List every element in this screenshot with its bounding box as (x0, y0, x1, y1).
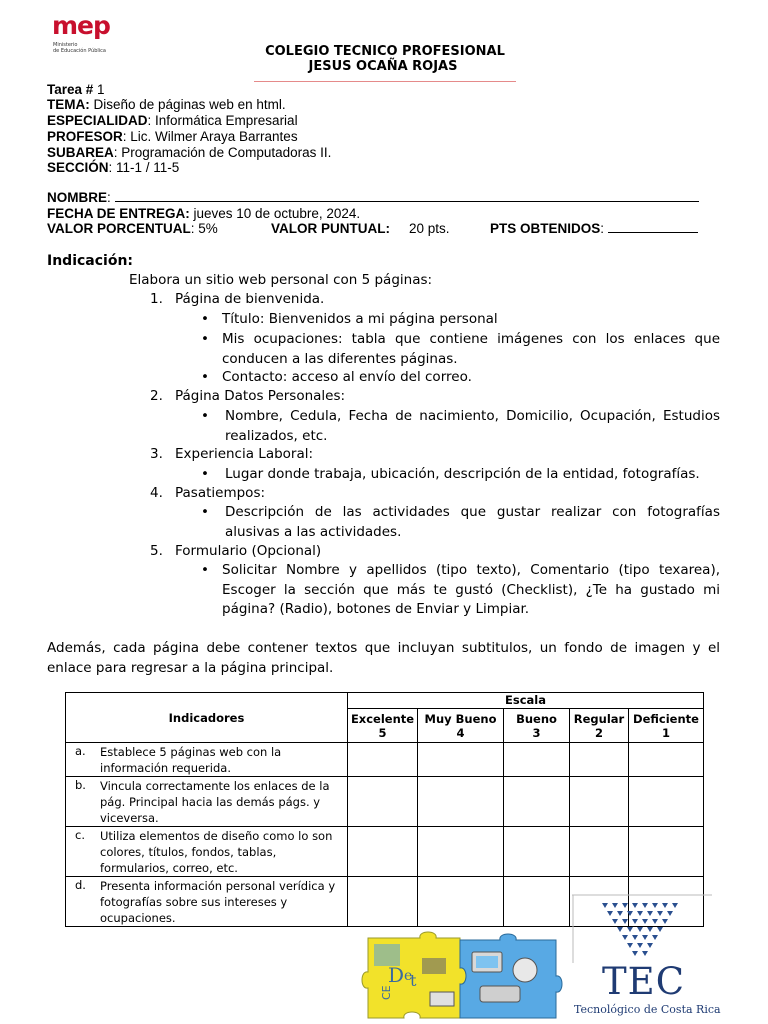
indicator-cell: c. Utiliza elementos de diseño como lo son colores, títulos, fondos, tablas, formularios, correo, etc. (66, 827, 348, 877)
indicator-cell: d. Presenta información personal verídica y fotografías sobre sus intereses y ocupaciones. (66, 877, 348, 927)
score-cell[interactable] (418, 777, 504, 827)
seccion-line: SECCIÓN: 11-1 / 11-5 (47, 160, 180, 175)
subarea-line: SUBAREA: Programación de Computadoras II. (47, 145, 332, 160)
valor-porcentual: VALOR PORCENTUAL: 5% (47, 221, 218, 236)
score-cell[interactable] (570, 777, 629, 827)
score-cell[interactable] (629, 743, 704, 777)
item-number: 1. (150, 291, 163, 307)
score-cell[interactable] (504, 777, 570, 827)
tec-logo (572, 893, 721, 1024)
escala-header: Escala (348, 693, 704, 709)
score-cell[interactable] (348, 777, 418, 827)
bullet-text: Contacto: acceso al envío del correo. (222, 369, 472, 385)
bullet-icon: • (201, 562, 209, 578)
score-cell[interactable] (570, 827, 629, 877)
item-text: Pasatiempos: (175, 485, 266, 501)
bullet-text: Nombre, Cedula, Fecha de nacimiento, Domicilio, Ocupación, Estudios realizados, etc. (225, 408, 720, 444)
score-cell[interactable] (348, 743, 418, 777)
score-cell[interactable] (504, 743, 570, 777)
bullet-icon: • (201, 408, 209, 424)
svg-text:D: D (388, 963, 405, 987)
bullet-text: Título: Bienvenidos a mi página personal (222, 311, 498, 327)
bullet-text: Descripción de las actividades que gustar realizar con fotografías alusivas a las actividades. (225, 504, 720, 540)
header-divider (254, 81, 516, 82)
indicadores-header: Indicadores (66, 693, 348, 743)
scale-header-excelente: Excelente 5 (348, 709, 418, 743)
tec-logo-mark (572, 893, 712, 963)
scale-header-regular: Regular 2 (570, 709, 629, 743)
bullet-icon: • (201, 466, 209, 482)
bullet-text: Mis ocupaciones: tabla que contiene imágenes con los enlaces que conducen a las diferentes páginas. (222, 331, 720, 367)
tarea-line: Tarea # 1 (47, 82, 105, 97)
score-cell[interactable] (504, 827, 570, 877)
fecha-line: FECHA DE ENTREGA: jueves 10 de octubre, 2024. (47, 206, 361, 221)
svg-text:e: e (404, 968, 413, 984)
scale-header-bueno: Bueno 3 (504, 709, 570, 743)
svg-text:CE: CE (380, 985, 393, 1000)
profesor-line: PROFESOR: Lic. Wilmer Araya Barrantes (47, 129, 298, 144)
nombre-blank[interactable] (115, 190, 699, 202)
item-number: 3. (150, 446, 163, 462)
score-cell[interactable] (504, 877, 570, 927)
bullet-icon: • (201, 311, 209, 327)
item-text: Experiencia Laboral: (175, 446, 314, 462)
score-cell[interactable] (348, 877, 418, 927)
table-row (66, 827, 704, 877)
bullet-icon: • (201, 369, 209, 385)
bullet-text: Lugar donde trabaja, ubicación, descripción de la entidad, fotografías. (225, 466, 700, 482)
valor-puntual-value: 20 pts. (409, 221, 450, 236)
tema-line: TEMA: Diseño de páginas web en html. (47, 97, 286, 112)
bullet-icon: • (201, 331, 209, 347)
score-cell[interactable] (629, 827, 704, 877)
especialidad-line: ESPECIALIDAD: Informática Empresarial (47, 113, 298, 128)
svg-text:t: t (410, 971, 417, 990)
table-row (66, 743, 704, 777)
pts-obtenidos-blank[interactable] (608, 221, 698, 233)
indicacion-intro: Elabora un sitio web personal con 5 páginas: (129, 272, 433, 288)
school-name-line-1: COLEGIO TECNICO PROFESIONAL (265, 44, 505, 59)
table-row (66, 777, 704, 827)
mep-logo-subtitle-2: de Educación Pública (53, 48, 106, 54)
score-cell[interactable] (629, 777, 704, 827)
school-name-line-2: JESUS OCAÑA ROJAS (308, 59, 458, 74)
score-cell[interactable] (348, 827, 418, 877)
tec-logo-word: TEC (602, 960, 685, 1003)
score-cell[interactable] (418, 877, 504, 927)
indicator-cell: b. Vincula correctamente los enlaces de la pág. Principal hacia las demás págs. y viceversa. (66, 777, 348, 827)
puzzle-logo-image (360, 930, 570, 1024)
pts-obtenidos: PTS OBTENIDOS: (490, 221, 698, 237)
indicacion-title: Indicación: (47, 253, 134, 269)
item-text: Página de bienvenida. (175, 291, 325, 307)
bullet-icon: • (201, 504, 209, 520)
item-number: 4. (150, 485, 163, 501)
valor-puntual: VALOR PUNTUAL: (271, 221, 390, 236)
score-cell[interactable] (570, 743, 629, 777)
item-text: Página Datos Personales: (175, 388, 346, 404)
mep-logo-word: mep (52, 11, 110, 40)
score-cell[interactable] (418, 827, 504, 877)
item-number: 5. (150, 543, 163, 559)
scale-header-deficiente: Deficiente 1 (629, 709, 704, 743)
rubric-table (65, 692, 704, 927)
tec-logo-subtitle: Tecnológico de Costa Rica (574, 1003, 721, 1016)
indicator-cell: a. Establece 5 páginas web con la información requerida. (66, 743, 348, 777)
item-number: 2. (150, 388, 163, 404)
nombre-line: NOMBRE: (47, 190, 699, 206)
scale-header-muy-bueno: Muy Bueno 4 (418, 709, 504, 743)
bullet-text: Solicitar Nombre y apellidos (tipo texto), Comentario (tipo texarea), Escoger la sección que más te gustó (Checklist), ¿Te ha gustado mi página? (Radio), botones de Enviar y Limpiar. (222, 562, 720, 617)
item-text: Formulario (Opcional) (175, 543, 322, 559)
mep-logo-subtitle-1: Ministerio (53, 42, 78, 48)
score-cell[interactable] (418, 743, 504, 777)
closing-paragraph: Además, cada página debe contener textos que incluyan subtitulos, un fondo de imagen y el enlace para regresar a la página principal. (47, 640, 720, 676)
